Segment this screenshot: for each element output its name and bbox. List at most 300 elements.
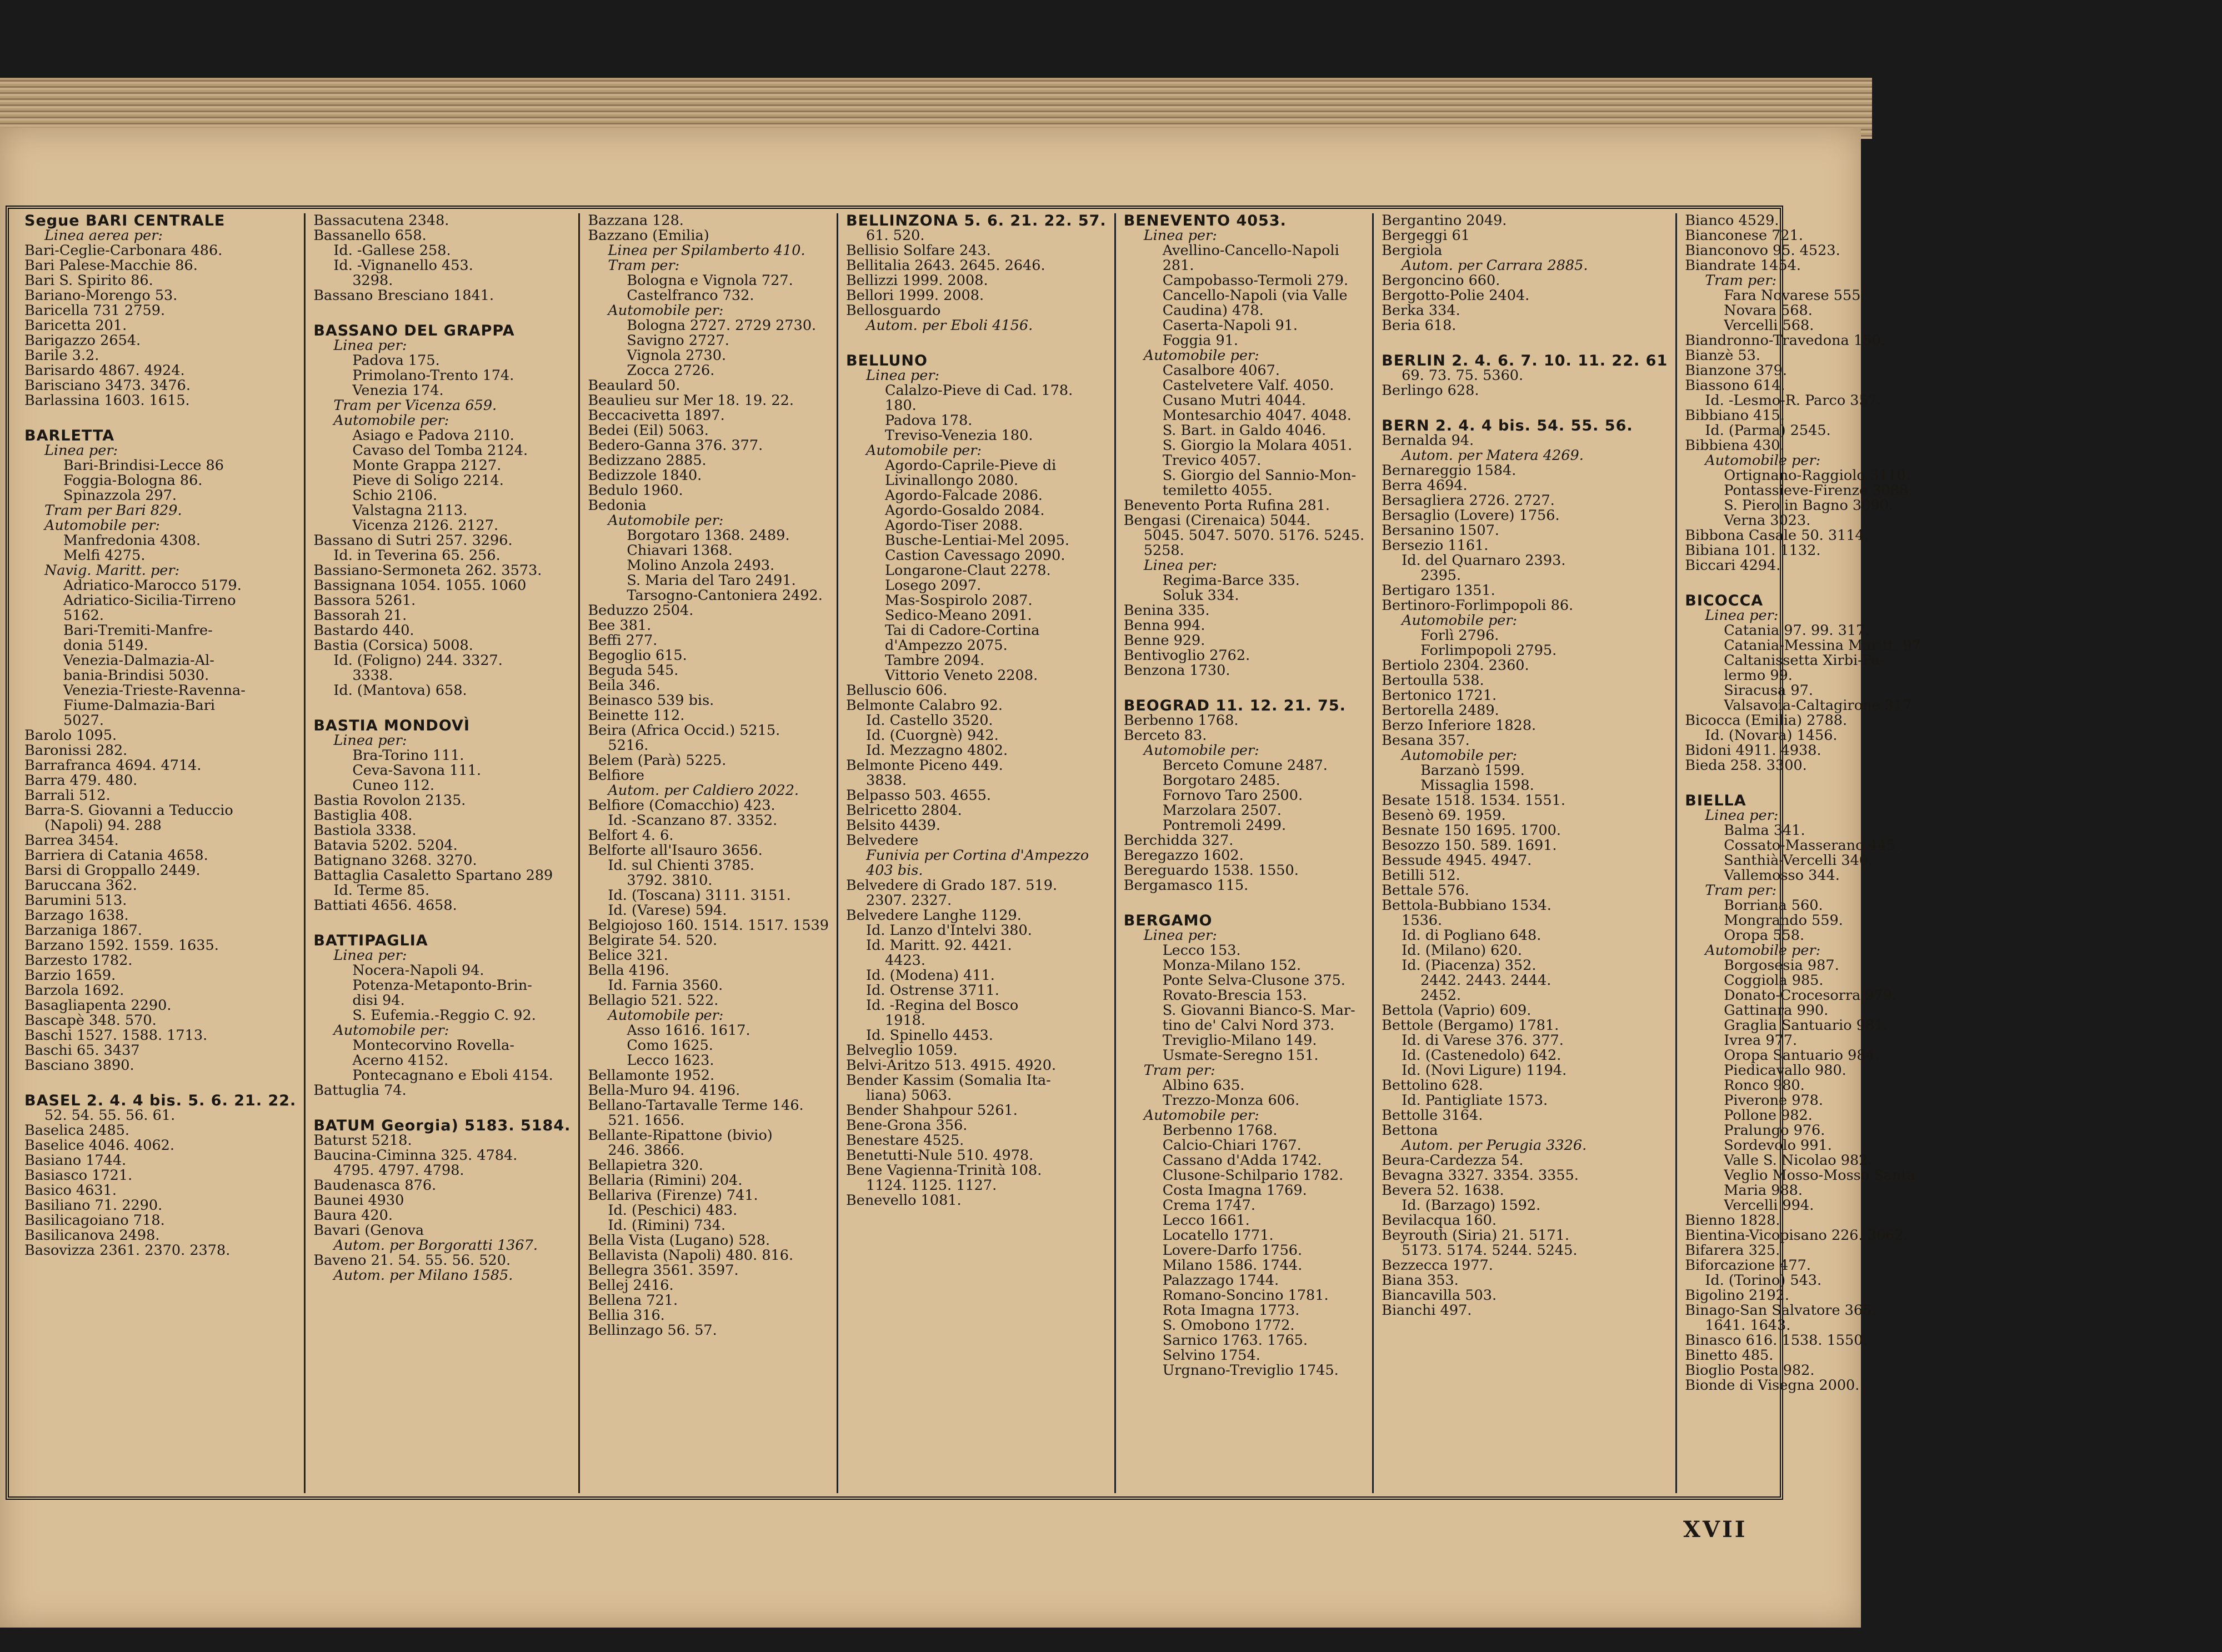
index-entry: Zocca 2726. xyxy=(627,362,715,379)
index-entry: Id. (Modena) 411. xyxy=(866,967,995,984)
index-entry: Barrali 512. xyxy=(24,787,111,804)
index-entry: Bellagio 521. 522. xyxy=(588,992,719,1009)
index-entry: Bedei (Eil) 5063. xyxy=(588,422,709,439)
index-entry: Barile 3.2. xyxy=(24,347,99,364)
index-entry: Funivia per Cortina d'Ampezzo xyxy=(866,847,1089,864)
index-entry: Id. (Novi Ligure) 1194. xyxy=(1402,1062,1567,1079)
index-heading: BATUM Georgia) 5183. 5184. xyxy=(313,1117,571,1134)
index-entry: Bender Shahpour 5261. xyxy=(846,1102,1018,1119)
index-entry: Besozzo 150. 589. 1691. xyxy=(1382,837,1557,854)
index-entry: Busche-Lentiai-Mel 2095. xyxy=(885,532,1069,549)
index-entry: Barigazzo 2654. xyxy=(24,332,141,349)
index-entry: Bionde di Visegna 2000. xyxy=(1685,1377,1860,1394)
index-entry: Tram per Bari 829. xyxy=(44,502,182,519)
index-column-4 xyxy=(838,213,1116,1493)
index-entry: Bibbiano 415. xyxy=(1685,407,1785,424)
index-entry: Bergiola xyxy=(1382,242,1443,259)
index-entry: Ronco 980. xyxy=(1724,1077,1805,1094)
index-entry: Bevagna 3327. 3354. 3355. xyxy=(1382,1167,1579,1184)
index-entry: Biandronno-Travedona 150. xyxy=(1685,332,1885,349)
index-entry: Bassiano-Sermoneta 262. 3573. xyxy=(313,562,542,579)
index-entry: Vittorio Veneto 2208. xyxy=(885,667,1038,684)
index-entry: Asiago e Padova 2110. xyxy=(352,427,514,444)
index-entry: Berbenno 1768. xyxy=(1123,712,1239,729)
index-entry: Mongrando 559. xyxy=(1724,912,1843,929)
index-entry: Besate 1518. 1534. 1551. xyxy=(1382,792,1565,809)
index-entry: Primolano-Trento 174. xyxy=(352,367,514,384)
index-entry: 521. 1656. xyxy=(608,1112,685,1129)
index-entry: Berceto 83. xyxy=(1123,727,1207,744)
index-entry: Id. di Varese 376. 377. xyxy=(1402,1032,1564,1049)
index-entry: Barra 479. 480. xyxy=(24,772,138,789)
index-entry: Automobile per: xyxy=(608,512,724,529)
index-entry: Bellisio Solfare 243. xyxy=(846,242,991,259)
index-entry: 281. xyxy=(1162,257,1194,274)
index-entry: Id. (Cuorgnè) 942. xyxy=(866,727,999,744)
index-entry: Bari-Tremiti-Manfre- xyxy=(63,622,213,639)
index-entry: Id. (Peschici) 483. xyxy=(608,1202,738,1219)
index-entry: Bersaglio (Lovere) 1756. xyxy=(1382,507,1560,524)
index-entry: Avellino-Cancello-Napoli xyxy=(1162,242,1339,259)
index-entry: Asso 1616. 1617. xyxy=(627,1022,750,1039)
index-entry: Bellosguardo xyxy=(846,302,941,319)
index-entry: Cassano d'Adda 1742. xyxy=(1162,1152,1322,1169)
index-entry: Borgotaro 2485. xyxy=(1162,772,1280,789)
index-entry: Beria 618. xyxy=(1382,317,1457,334)
index-entry: Bene Vagienna-Trinità 108. xyxy=(846,1162,1042,1179)
index-entry: Bertiolo 2304. 2360. xyxy=(1382,657,1529,674)
index-entry: Id. (Varese) 594. xyxy=(608,902,727,919)
index-entry: Barsi di Groppallo 2449. xyxy=(24,862,201,879)
index-entry: Tram per: xyxy=(1143,1062,1215,1079)
index-entry: Barriera di Catania 4658. xyxy=(24,847,208,864)
index-entry: Belvedere xyxy=(846,832,919,849)
index-entry: Bedizzole 1840. xyxy=(588,467,702,484)
index-entry: Automobile per: xyxy=(333,412,449,429)
index-entry: Belpasso 503. 4655. xyxy=(846,787,992,804)
index-entry: Tram per: xyxy=(608,257,680,274)
index-entry: Bianconese 721. xyxy=(1685,227,1803,244)
index-entry: Vicenza 2126. 2127. xyxy=(352,517,499,534)
index-entry: Bazzana 128. xyxy=(588,212,684,229)
index-entry: Beura-Cardezza 54. xyxy=(1382,1152,1524,1169)
index-entry: Savigno 2727. xyxy=(627,332,729,349)
index-entry: Pralungo 976. xyxy=(1724,1122,1825,1139)
index-entry: Sarnico 1763. 1765. xyxy=(1162,1332,1308,1349)
index-entry: Begoglio 615. xyxy=(588,647,687,664)
index-entry: Biccari 4294. xyxy=(1685,557,1781,574)
index-entry: Borgosesia 987. xyxy=(1724,957,1839,974)
index-entry: S. Giovanni Bianco-S. Mar- xyxy=(1162,1002,1355,1019)
index-entry: Bicocca (Emilia) 2788. xyxy=(1685,712,1848,729)
index-entry: Barzola 1692. xyxy=(24,982,124,999)
index-entry: Locatello 1771. xyxy=(1162,1227,1274,1244)
index-entry: Tram per: xyxy=(1705,272,1777,289)
index-entry: Barrea 3454. xyxy=(24,832,119,849)
index-entry: Automobile per: xyxy=(44,517,160,534)
index-entry: 5162. xyxy=(63,607,104,624)
index-entry: Biassono 614. xyxy=(1685,377,1785,394)
index-entry: Fara Novarese 555. xyxy=(1724,287,1865,304)
index-entry: Romano-Soncino 1781. xyxy=(1162,1287,1329,1304)
index-entry: 5173. 5174. 5244. 5245. xyxy=(1402,1242,1578,1259)
index-entry: Bassano Bresciano 1841. xyxy=(313,287,494,304)
index-entry: Bettale 576. xyxy=(1382,882,1469,899)
index-entry: Belforte all'Isauro 3656. xyxy=(588,842,763,859)
index-entry: 4423. xyxy=(885,952,926,969)
index-entry: Bibbiena 430. xyxy=(1685,437,1785,454)
index-entry: Id. Pantigliate 1573. xyxy=(1402,1092,1548,1109)
index-entry: Basilicanova 2498. xyxy=(24,1227,160,1244)
index-heading: BENEVENTO 4053. xyxy=(1123,212,1287,229)
index-entry: Barumini 513. xyxy=(24,892,127,909)
index-entry: Pollone 982. xyxy=(1724,1107,1813,1124)
index-entry: Bologna 2727. 2729 2730. xyxy=(627,317,817,334)
index-entry: Bidoni 4911. 4938. xyxy=(1685,742,1821,759)
index-entry: Barzago 1638. xyxy=(24,907,129,924)
index-entry: Chiavari 1368. xyxy=(627,542,733,559)
index-entry: Cavaso del Tomba 2124. xyxy=(352,442,528,459)
index-entry: 5045. 5047. 5070. 5176. 5245. xyxy=(1143,527,1365,544)
index-entry: Usmate-Seregno 151. xyxy=(1162,1047,1319,1064)
index-entry: Adriatico-Sicilia-Tirreno xyxy=(63,592,236,609)
index-entry: donia 5149. xyxy=(63,637,148,654)
index-entry: Id. (Milano) 620. xyxy=(1402,942,1522,959)
index-entry: Marzolara 2507. xyxy=(1162,802,1282,819)
index-entry: Biana 353. xyxy=(1382,1272,1459,1289)
index-entry: Vignola 2730. xyxy=(627,347,727,364)
index-heading: BASTIA MONDOVÌ xyxy=(313,717,470,734)
index-entry: Beinette 112. xyxy=(588,707,685,724)
index-entry: Treviso-Venezia 180. xyxy=(885,427,1033,444)
index-entry: Bellavista (Napoli) 480. 816. xyxy=(588,1247,794,1264)
index-entry: 180. xyxy=(885,397,917,414)
index-entry: Bellinzago 56. 57. xyxy=(588,1322,717,1339)
index-entry: Id. -Gallese 258. xyxy=(333,242,451,259)
index-entry: Bettona xyxy=(1382,1122,1438,1139)
index-entry: Beira (Africa Occid.) 5215. xyxy=(588,722,780,739)
index-entry: Borriana 560. xyxy=(1724,897,1823,914)
index-heading: BERGAMO xyxy=(1123,912,1213,929)
index-entry: Belricetto 2804. xyxy=(846,802,962,819)
index-entry: Id. Mezzagno 4802. xyxy=(866,742,1008,759)
index-entry: Bettole (Bergamo) 1781. xyxy=(1382,1017,1559,1034)
index-entry: Ceva-Savona 111. xyxy=(352,762,482,779)
index-entry: Baselica 2485. xyxy=(24,1122,130,1139)
index-entry: S. Omobono 1772. xyxy=(1162,1317,1295,1334)
index-entry: Barisardo 4867. 4924. xyxy=(24,362,185,379)
index-entry: Fornovo Taro 2500. xyxy=(1162,787,1303,804)
index-entry: Bereguardo 1538. 1550. xyxy=(1123,862,1299,879)
index-entry: Baruccana 362. xyxy=(24,877,137,894)
index-entry: Costa Imagna 1769. xyxy=(1162,1182,1307,1199)
index-entry: Trevico 4057. xyxy=(1162,452,1262,469)
index-entry: Bassignana 1054. 1055. 1060 xyxy=(313,577,527,594)
index-entry: Novara 568. xyxy=(1724,302,1813,319)
index-entry: Baunei 4930 xyxy=(313,1192,404,1209)
index-entry: Santhià-Vercelli 340. xyxy=(1724,852,1873,869)
index-entry: Id. (Castenedolo) 642. xyxy=(1402,1047,1562,1064)
index-entry: Cancello-Napoli (via Valle xyxy=(1162,287,1348,304)
index-entry: Beduzzo 2504. xyxy=(588,602,694,619)
index-entry: Bari-Brindisi-Lecce 86 xyxy=(63,457,224,474)
index-entry: Bevilacqua 160. xyxy=(1382,1212,1497,1229)
index-entry: Forlì 2796. xyxy=(1420,627,1499,644)
index-entry: Borgotaro 1368. 2489. xyxy=(627,527,790,544)
index-entry: Benne 929. xyxy=(1123,632,1205,649)
index-entry: Milano 1586. 1744. xyxy=(1162,1257,1303,1274)
index-entry: Baveno 21. 54. 55. 56. 520. xyxy=(313,1252,511,1269)
index-entry: Bedulo 1960. xyxy=(588,482,683,499)
index-entry: Campobasso-Termoli 279. xyxy=(1162,272,1349,289)
index-entry: Baschi 65. 3437 xyxy=(24,1042,140,1059)
index-entry: Autom. per Eboli 4156. xyxy=(866,317,1033,334)
index-entry: Basico 4631. xyxy=(24,1182,117,1199)
index-entry: Benestare 4525. xyxy=(846,1132,964,1149)
index-entry: Id. (Foligno) 244. 3327. xyxy=(333,652,503,669)
index-entry: Id. sul Chienti 3785. xyxy=(608,857,754,874)
index-heading: BERLIN 2. 4. 6. 7. 10. 11. 22. 61 xyxy=(1382,352,1668,369)
index-entry: Beffi 277. xyxy=(588,632,658,649)
index-entry: Castelvetere Valf. 4050. xyxy=(1162,377,1334,394)
index-entry: Cusano Mutri 4044. xyxy=(1162,392,1307,409)
index-entry: Bariano-Morengo 53. xyxy=(24,287,178,304)
index-entry: 3298. xyxy=(352,272,393,289)
index-entry: 5027. xyxy=(63,712,104,729)
index-entry: Bavari (Genova xyxy=(313,1222,424,1239)
index-entry: Linea per: xyxy=(866,367,940,384)
index-entry: Berzo Inferiore 1828. xyxy=(1382,717,1537,734)
index-entry: 3338. xyxy=(352,667,393,684)
index-entry: Batignano 3268. 3270. xyxy=(313,852,477,869)
index-entry: 3792. 3810. xyxy=(627,872,713,889)
index-entry: S. Piero in Bagno 3090. xyxy=(1724,497,1893,514)
index-column-2 xyxy=(306,213,580,1493)
index-entry: Barzaniga 1867. xyxy=(24,922,142,939)
index-entry: Linea per: xyxy=(1143,557,1217,574)
index-entry: Bassorah 21. xyxy=(313,607,407,624)
index-entry: Balma 341. xyxy=(1724,822,1805,839)
index-entry: Belfort 4. 6. xyxy=(588,827,674,844)
index-entry: Bellante-Ripattone (bivio) xyxy=(588,1127,773,1144)
index-entry: Benzona 1730. xyxy=(1123,662,1230,679)
index-entry: Berceto Comune 2487. xyxy=(1162,757,1328,774)
index-entry: Basiasco 1721. xyxy=(24,1167,133,1184)
index-heading: BELLINZONA 5. 6. 21. 22. 57. xyxy=(846,212,1107,229)
index-entry: Bianco 4529. xyxy=(1685,212,1779,229)
index-entry: Bassora 5261. xyxy=(313,592,416,609)
index-entry: Bastardo 440. xyxy=(313,622,414,639)
index-entry: Lovere-Darfo 1756. xyxy=(1162,1242,1303,1259)
index-entry: Id. Ostrense 3711. xyxy=(866,982,999,999)
index-entry: Bettolle 3164. xyxy=(1382,1107,1483,1124)
index-entry: Potenza-Metaponto-Brin- xyxy=(352,977,532,994)
index-entry: Berlingo 628. xyxy=(1382,382,1479,399)
index-heading: BARLETTA xyxy=(24,427,115,444)
index-entry: bania-Brindisi 5030. xyxy=(63,667,209,684)
index-entry: Id. -Vignanello 453. xyxy=(333,257,473,274)
index-entry: Schio 2106. xyxy=(352,487,438,504)
index-entry: Monte Grappa 2127. xyxy=(352,457,502,474)
index-entry: Automobile per: xyxy=(608,1007,724,1024)
index-entry: Bianzone 379. xyxy=(1685,362,1787,379)
index-entry: Bari Palese-Macchie 86. xyxy=(24,257,198,274)
index-entry: Acerno 4152. xyxy=(352,1052,449,1069)
index-entry: Castelfranco 732. xyxy=(627,287,754,304)
index-entry: Bastia Rovolon 2135. xyxy=(313,792,466,809)
index-entry: Automobile per: xyxy=(1143,1107,1259,1124)
index-entry: Lecco 1661. xyxy=(1162,1212,1250,1229)
index-entry: Baturst 5218. xyxy=(313,1132,412,1149)
index-entry: Barzano 1592. 1559. 1635. xyxy=(24,937,219,954)
index-entry: Barzanò 1599. xyxy=(1420,762,1525,779)
index-entry: Bellena 721. xyxy=(588,1292,678,1309)
index-entry: Biandrate 1454. xyxy=(1685,257,1801,274)
index-entry: Bengasi (Cirenaica) 5044. xyxy=(1123,512,1311,529)
index-entry: Bienno 1828. xyxy=(1685,1212,1780,1229)
index-entry: temiletto 4055. xyxy=(1162,482,1273,499)
index-entry: Belsito 4439. xyxy=(846,817,940,834)
index-entry: Baschi 1527. 1588. 1713. xyxy=(24,1027,208,1044)
index-entry: Bastiola 3338. xyxy=(313,822,417,839)
index-entry: Id. (Parma) 2545. xyxy=(1705,422,1831,439)
index-entry: Rota Imagna 1773. xyxy=(1162,1302,1300,1319)
index-column-1 xyxy=(17,213,306,1493)
index-entry: Bianchi 497. xyxy=(1382,1302,1472,1319)
index-entry: Vercelli 994. xyxy=(1724,1197,1814,1214)
index-entry: Basilicagoiano 718. xyxy=(24,1212,165,1229)
index-entry: Baronissi 282. xyxy=(24,742,128,759)
index-entry: Id. Castello 3520. xyxy=(866,712,993,729)
index-entry: Baucina-Ciminna 325. 4784. xyxy=(313,1147,518,1164)
index-entry: Bari-Ceglie-Carbonara 486. xyxy=(24,242,223,259)
index-entry: 52. 54. 55. 56. 61. xyxy=(44,1107,176,1124)
index-entry: Sordevolo 991. xyxy=(1724,1137,1832,1154)
index-entry: lermo 99. xyxy=(1724,667,1793,684)
index-entry: Barrafranca 4694. 4714. xyxy=(24,757,202,774)
index-heading: BIELLA xyxy=(1685,792,1746,809)
index-entry: Crema 1747. xyxy=(1162,1197,1255,1214)
index-entry: Id. (Barzago) 1592. xyxy=(1402,1197,1541,1214)
index-entry: Bessude 4945. 4947. xyxy=(1382,852,1532,869)
index-entry: Binago-San Salvatore 365. xyxy=(1685,1302,1876,1319)
index-column-5 xyxy=(1116,213,1374,1493)
index-entry: 1918. xyxy=(885,1012,926,1029)
index-entry: Beaulieu sur Mer 18. 19. 22. xyxy=(588,392,794,409)
index-entry: Autom. per Perugia 3326. xyxy=(1402,1137,1587,1154)
index-entry: Veglio Mosso-Mosso Santa xyxy=(1724,1167,1915,1184)
index-entry: Bellariva (Firenze) 741. xyxy=(588,1187,758,1204)
index-entry: Id. Farnia 3560. xyxy=(608,977,723,994)
index-entry: Battuglia 74. xyxy=(313,1082,407,1099)
index-entry: Manfredonia 4308. xyxy=(63,532,201,549)
index-entry: Beaulard 50. xyxy=(588,377,680,394)
page-number: XVII xyxy=(1683,1516,1748,1543)
index-entry: d'Ampezzo 2075. xyxy=(885,637,1008,654)
index-entry: Baudenasca 876. xyxy=(313,1177,437,1194)
index-entry: Id. (Novara) 1456. xyxy=(1705,727,1838,744)
index-entry: liana) 5063. xyxy=(866,1087,952,1104)
index-entry: Bieda 258. 3300. xyxy=(1685,757,1807,774)
index-entry: Autom. per Milano 1585. xyxy=(333,1267,513,1284)
index-entry: 1536. xyxy=(1402,912,1443,929)
index-entry: Bianconovo 95. 4523. xyxy=(1685,242,1840,259)
index-entry: Belice 321. xyxy=(588,947,668,964)
index-entry: Bibbona Casale 50. 3114. xyxy=(1685,527,1869,544)
index-entry: Bersanino 1507. xyxy=(1382,522,1499,539)
index-entry: Fiume-Dalmazia-Bari xyxy=(63,697,216,714)
index-entry: Belem (Parà) 5225. xyxy=(588,752,727,769)
index-entry: Beccacivetta 1897. xyxy=(588,407,725,424)
index-entry: Bettola-Bubbiano 1534. xyxy=(1382,897,1552,914)
index-entry: Bianzè 53. xyxy=(1685,347,1760,364)
index-entry: Id. Spinello 4453. xyxy=(866,1027,993,1044)
index-entry: S. Eufemia.-Reggio C. 92. xyxy=(352,1007,536,1024)
index-entry: Binasco 616. 1538. 1550. xyxy=(1685,1332,1868,1349)
index-heading: BICOCCA xyxy=(1685,592,1764,609)
index-entry: Livinallongo 2080. xyxy=(885,472,1019,489)
index-entry: Albino 635. xyxy=(1162,1077,1245,1094)
index-entry: Beila 346. xyxy=(588,677,660,694)
index-entry: Bevera 52. 1638. xyxy=(1382,1182,1504,1199)
index-entry: 5216. xyxy=(608,737,649,754)
index-entry: 61. 520. xyxy=(866,227,925,244)
index-entry: Agordo-Gosaldo 2084. xyxy=(885,502,1045,519)
index-entry: Bersagliera 2726. 2727. xyxy=(1382,492,1555,509)
index-entry: Caserta-Napoli 91. xyxy=(1162,317,1298,334)
index-entry: Pieve di Soligo 2214. xyxy=(352,472,504,489)
index-entry: Linea per: xyxy=(1705,807,1779,824)
index-entry: Monza-Milano 152. xyxy=(1162,957,1302,974)
index-entry: Bergotto-Polie 2404. xyxy=(1382,287,1530,304)
index-entry: Selvino 1754. xyxy=(1162,1347,1260,1364)
index-entry: Belmonte Piceno 449. xyxy=(846,757,1003,774)
index-entry: Agordo-Falcade 2086. xyxy=(885,487,1043,504)
index-entry: Basciano 3890. xyxy=(24,1057,134,1074)
index-entry: Automobile per: xyxy=(333,1022,449,1039)
index-entry: Id. -Scanzano 87. 3352. xyxy=(608,812,778,829)
index-entry: Valle S. Nicolao 982. xyxy=(1724,1152,1873,1169)
index-entry: Bergamasco 115. xyxy=(1123,877,1249,894)
index-entry: (Napoli) 94. 288 xyxy=(44,817,162,834)
index-entry: 1124. 1125. 1127. xyxy=(866,1177,997,1194)
index-entry: Barlassina 1603. 1615. xyxy=(24,392,190,409)
index-entry: Biancavilla 503. xyxy=(1382,1287,1497,1304)
index-entry: Cuneo 112. xyxy=(352,777,434,794)
index-entry: Bertonico 1721. xyxy=(1382,687,1497,704)
index-entry: Id. Terme 85. xyxy=(333,882,430,899)
index-entry: Basiano 1744. xyxy=(24,1152,127,1169)
index-entry: Bassanello 658. xyxy=(313,227,427,244)
index-entry: Linea per: xyxy=(1705,607,1779,624)
index-entry: Id. (Rimini) 734. xyxy=(608,1217,726,1234)
index-entry: Venezia-Trieste-Ravenna- xyxy=(63,682,246,699)
index-entry: Bene-Grona 356. xyxy=(846,1117,968,1134)
index-entry: Maria 988. xyxy=(1724,1182,1803,1199)
index-entry: Bertoulla 538. xyxy=(1382,672,1484,689)
index-entry: Caltanissetta Xirbi-Pa- xyxy=(1724,652,1885,669)
index-entry: Venezia 174. xyxy=(352,382,444,399)
index-entry: Barzesto 1782. xyxy=(24,952,133,969)
index-entry: 5258. xyxy=(1143,542,1184,559)
index-entry: Baricetta 201. xyxy=(24,317,127,334)
index-entry: Bertorella 2489. xyxy=(1382,702,1499,719)
index-entry: Belveglio 1059. xyxy=(846,1042,958,1059)
index-entry: Bari S. Spirito 86. xyxy=(24,272,153,289)
index-entry: Bella 4196. xyxy=(588,962,669,979)
index-entry: Regima-Barce 335. xyxy=(1162,572,1300,589)
index-entry: Bellej 2416. xyxy=(588,1277,674,1294)
